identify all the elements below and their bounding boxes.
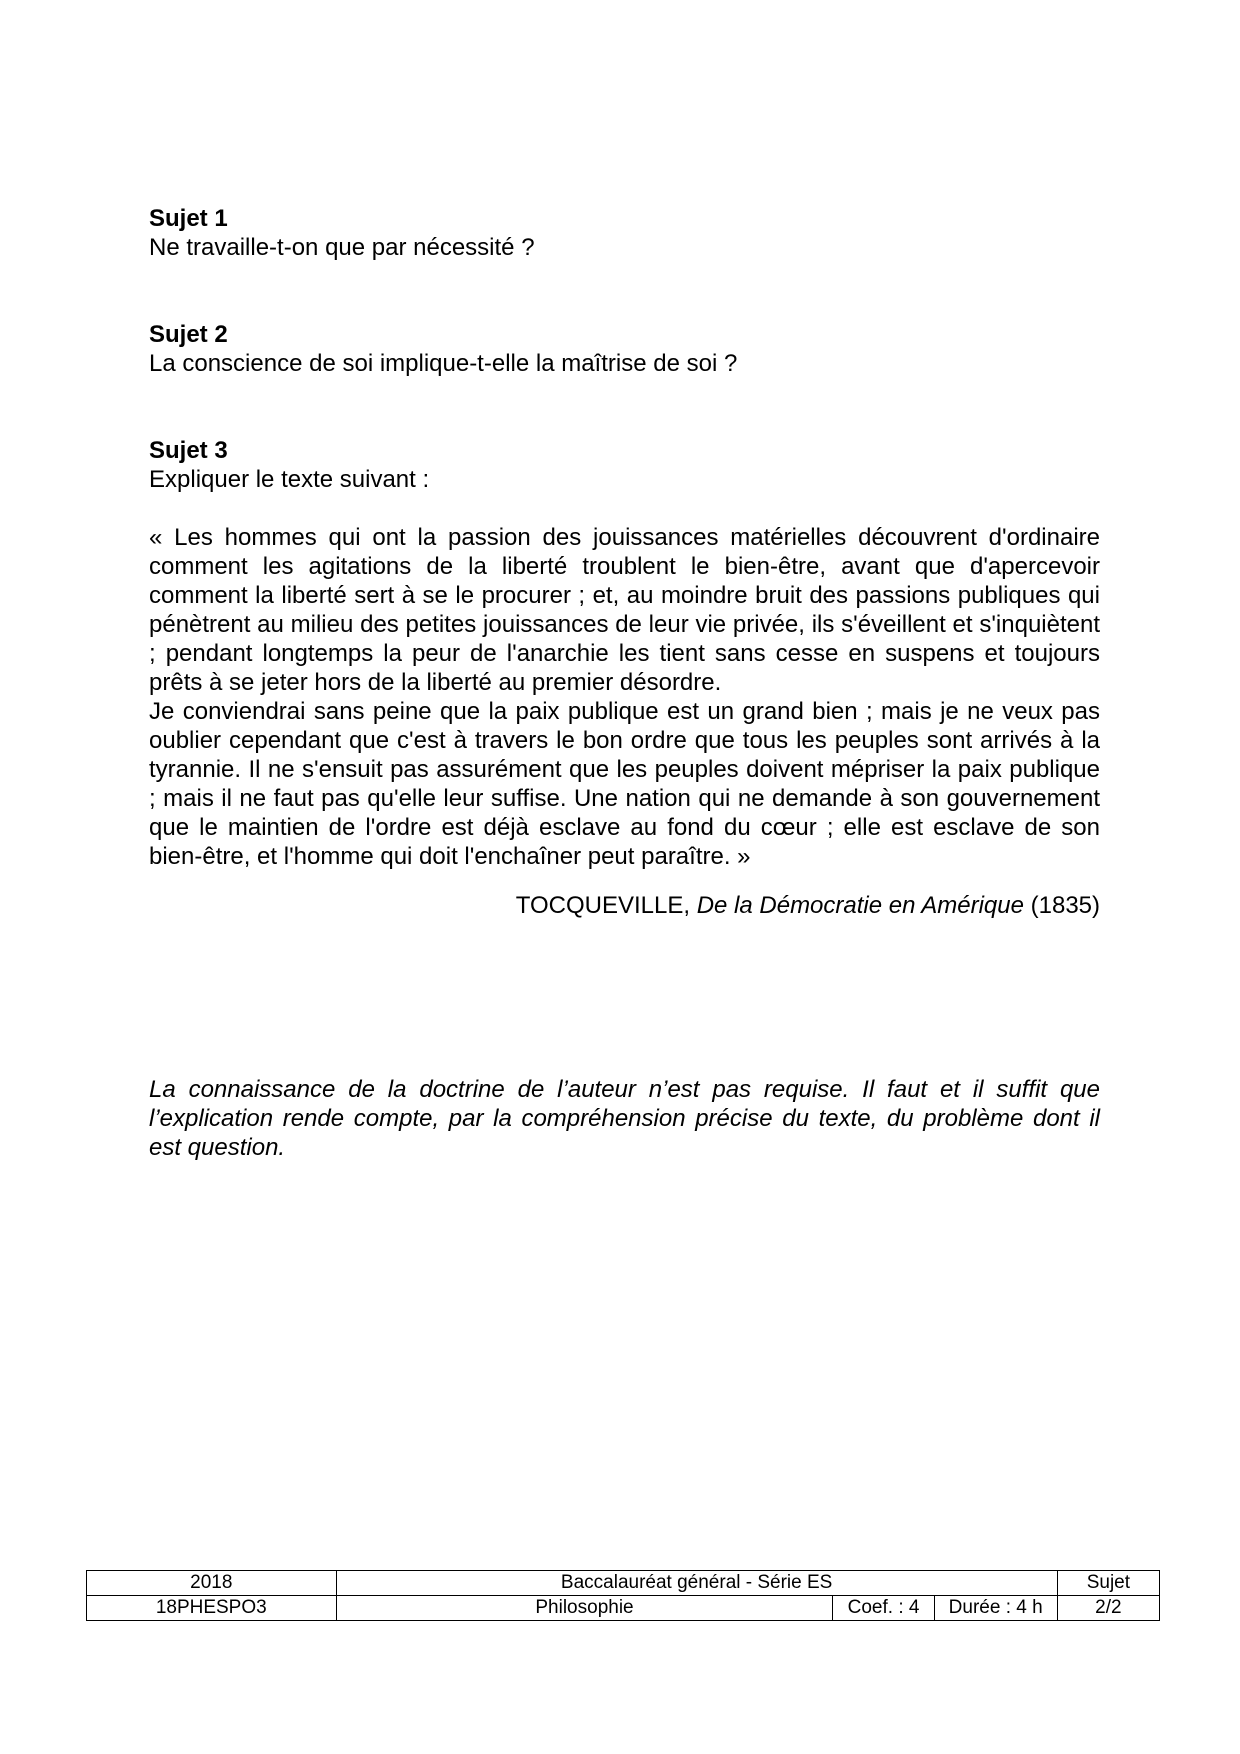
footer-exam: Baccalauréat général - Série ES	[336, 1571, 1057, 1596]
sujet-1-title: Sujet 1	[149, 205, 228, 232]
footer-table	[86, 1570, 1160, 1621]
footer-sujet-label: Sujet	[1057, 1571, 1159, 1596]
quote-paragraph-2: Je conviendrai sans peine que la paix publique est un grand bien ; mais je ne veux pas oublier cependant que c'est à travers le bon ordre que tous les peuples sont arrivés à la tyrannie. Il ne s'ensuit pas assurément que les peuples doivent mépriser la paix publique ; mais il ne faut pas qu'elle leur suffise. Une nation qui ne demande à son gouvernement que le maintien de l'ordre est déjà esclave au fond du cœur ; elle est esclave de son bien-être, et l'homme qui doit l'enchaîner peut paraître. »	[149, 698, 1100, 870]
attribution	[149, 891, 1100, 920]
instructions-note: La connaissance de la doctrine de l’auteur n’est pas requise. Il faut et il suffit que l’explication rende compte, par la compréhension précise du texte, du problème dont il est question.	[149, 1076, 1100, 1161]
sujet-2-title: Sujet 2	[149, 321, 228, 348]
sujet-1-question: Ne travaille-t-on que par nécessité ?	[149, 234, 535, 261]
sujet-3	[149, 436, 1100, 494]
footer-page: 2/2	[1057, 1596, 1159, 1621]
footer-code: 18PHESPO3	[87, 1596, 337, 1621]
sujet-3-title: Sujet 3	[149, 437, 228, 464]
footer-row-1	[87, 1571, 1160, 1596]
attribution-author: TOCQUEVILLE,	[515, 892, 691, 919]
sujet-3-instruction: Expliquer le texte suivant :	[149, 466, 430, 493]
footer-duree: Durée : 4 h	[934, 1596, 1057, 1621]
exam-content	[149, 204, 1100, 920]
footer-coef: Coef. : 4	[833, 1596, 934, 1621]
footer-row-2	[87, 1596, 1160, 1621]
attribution-work: De la Démocratie en Amérique	[696, 892, 1024, 919]
sujet-2-question: La conscience de soi implique-t-elle la maîtrise de soi ?	[149, 350, 738, 377]
sujet-1	[149, 204, 1100, 262]
footer-subject: Philosophie	[336, 1596, 833, 1621]
quote-paragraph-1: « Les hommes qui ont la passion des jouissances matérielles découvrent d'ordinaire comment les agitations de la liberté troublent le bien-être, avant que d'apercevoir comment la liberté sert à se le procurer ; et, au moindre bruit des passions publiques qui pénètrent au milieu des petites jouissances de leur vie privée, ils s'éveillent et s'inquiètent ; pendant longtemps la peur de l'anarchie les tient sans cesse en suspens et toujours prêts à se jeter hors de la liberté au premier désordre.	[149, 524, 1100, 696]
attribution-year: (1835)	[1030, 892, 1100, 919]
quoted-text	[149, 523, 1100, 871]
sujet-2	[149, 320, 1100, 378]
footer-year: 2018	[87, 1571, 337, 1596]
